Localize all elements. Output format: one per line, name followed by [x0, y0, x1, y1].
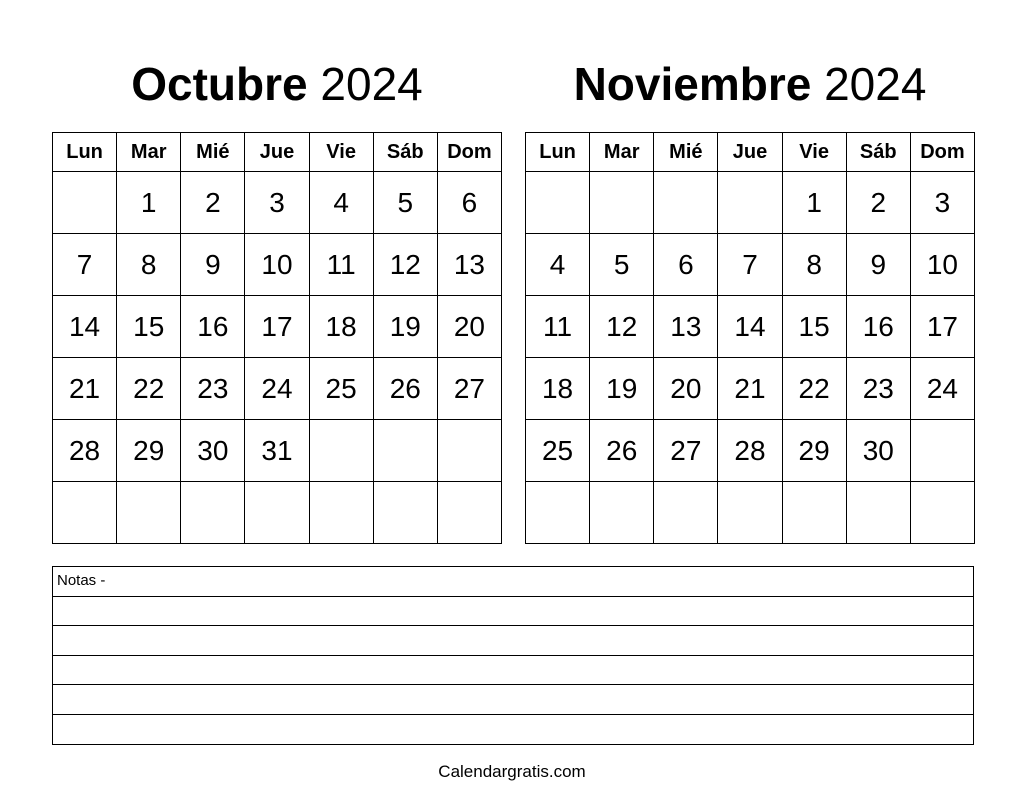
weekday-header: Lun — [53, 133, 117, 172]
day-cell: 1 — [117, 172, 181, 234]
weekday-header: Mié — [654, 133, 718, 172]
week-row — [526, 234, 975, 296]
day-cell: 21 — [53, 358, 117, 420]
weekday-header: Mié — [181, 133, 245, 172]
day-cell: 10 — [910, 234, 974, 296]
week-row — [53, 234, 502, 296]
week-row — [526, 420, 975, 482]
day-cell: 18 — [526, 358, 590, 420]
day-cell: 6 — [654, 234, 718, 296]
day-cell — [910, 482, 974, 544]
week-row — [526, 358, 975, 420]
day-cell: 21 — [718, 358, 782, 420]
day-cell: 31 — [245, 420, 309, 482]
day-cell: 9 — [181, 234, 245, 296]
day-cell: 22 — [117, 358, 181, 420]
day-cell: 15 — [782, 296, 846, 358]
month-title-november — [525, 52, 975, 116]
day-cell: 6 — [437, 172, 501, 234]
day-cell — [373, 420, 437, 482]
day-cell: 27 — [437, 358, 501, 420]
week-row — [53, 172, 502, 234]
day-cell: 7 — [53, 234, 117, 296]
month-title-october — [52, 52, 502, 116]
day-cell: 24 — [910, 358, 974, 420]
day-cell — [526, 172, 590, 234]
weekday-header: Dom — [910, 133, 974, 172]
day-cell: 5 — [373, 172, 437, 234]
weekday-header-row — [526, 133, 975, 172]
weekday-header: Jue — [718, 133, 782, 172]
day-cell: 5 — [590, 234, 654, 296]
day-cell: 16 — [181, 296, 245, 358]
day-cell: 19 — [590, 358, 654, 420]
weekday-header: Sáb — [373, 133, 437, 172]
day-cell: 25 — [526, 420, 590, 482]
day-cell: 10 — [245, 234, 309, 296]
day-cell: 9 — [846, 234, 910, 296]
day-cell: 30 — [181, 420, 245, 482]
day-cell: 20 — [654, 358, 718, 420]
day-cell — [309, 482, 373, 544]
day-cell: 4 — [526, 234, 590, 296]
day-cell — [437, 482, 501, 544]
day-cell — [117, 482, 181, 544]
notes-box — [52, 566, 974, 745]
day-cell: 11 — [526, 296, 590, 358]
month-name: Noviembre — [573, 58, 812, 110]
day-cell — [373, 482, 437, 544]
day-cell: 26 — [590, 420, 654, 482]
day-cell — [654, 172, 718, 234]
day-cell: 25 — [309, 358, 373, 420]
day-cell — [590, 482, 654, 544]
day-cell: 12 — [373, 234, 437, 296]
calendar-grid-november — [525, 132, 975, 544]
day-cell — [53, 172, 117, 234]
weekday-header: Vie — [309, 133, 373, 172]
week-row — [526, 296, 975, 358]
day-cell — [245, 482, 309, 544]
day-cell — [53, 482, 117, 544]
day-cell: 20 — [437, 296, 501, 358]
day-cell — [590, 172, 654, 234]
day-cell: 26 — [373, 358, 437, 420]
day-cell: 11 — [309, 234, 373, 296]
weekday-header: Dom — [437, 133, 501, 172]
weekday-header: Sáb — [846, 133, 910, 172]
day-cell — [437, 420, 501, 482]
day-cell: 14 — [53, 296, 117, 358]
month-year: 2024 — [824, 58, 927, 110]
day-cell: 17 — [910, 296, 974, 358]
day-cell: 23 — [181, 358, 245, 420]
day-cell — [181, 482, 245, 544]
week-row — [53, 296, 502, 358]
day-cell: 30 — [846, 420, 910, 482]
notes-line[interactable] — [53, 567, 973, 597]
day-cell: 24 — [245, 358, 309, 420]
notes-line[interactable] — [53, 685, 973, 715]
day-cell — [309, 420, 373, 482]
weekday-header: Mar — [117, 133, 181, 172]
weekday-header: Jue — [245, 133, 309, 172]
weekday-header: Mar — [590, 133, 654, 172]
week-row — [53, 482, 502, 544]
day-cell — [654, 482, 718, 544]
day-cell — [526, 482, 590, 544]
day-cell: 15 — [117, 296, 181, 358]
day-cell: 3 — [910, 172, 974, 234]
day-cell: 16 — [846, 296, 910, 358]
notes-line[interactable] — [53, 626, 973, 656]
day-cell — [846, 482, 910, 544]
day-cell: 27 — [654, 420, 718, 482]
day-cell: 29 — [117, 420, 181, 482]
day-cell: 13 — [437, 234, 501, 296]
day-cell — [718, 172, 782, 234]
day-cell: 17 — [245, 296, 309, 358]
day-cell: 8 — [117, 234, 181, 296]
day-cell: 22 — [782, 358, 846, 420]
week-row — [53, 420, 502, 482]
day-cell: 28 — [53, 420, 117, 482]
day-cell: 28 — [718, 420, 782, 482]
day-cell: 3 — [245, 172, 309, 234]
notes-line[interactable] — [53, 597, 973, 627]
notes-line[interactable] — [53, 715, 973, 745]
notes-line[interactable] — [53, 656, 973, 686]
day-cell: 2 — [181, 172, 245, 234]
day-cell: 7 — [718, 234, 782, 296]
weekday-header-row — [53, 133, 502, 172]
weekday-header: Vie — [782, 133, 846, 172]
day-cell: 8 — [782, 234, 846, 296]
month-year: 2024 — [320, 58, 423, 110]
day-cell: 2 — [846, 172, 910, 234]
day-cell: 1 — [782, 172, 846, 234]
week-row — [53, 358, 502, 420]
day-cell — [718, 482, 782, 544]
week-row — [526, 172, 975, 234]
day-cell — [782, 482, 846, 544]
week-row — [526, 482, 975, 544]
month-name: Octubre — [131, 58, 308, 110]
calendar-grid-october — [52, 132, 502, 544]
day-cell: 13 — [654, 296, 718, 358]
day-cell: 18 — [309, 296, 373, 358]
day-cell: 4 — [309, 172, 373, 234]
day-cell: 19 — [373, 296, 437, 358]
weekday-header: Lun — [526, 133, 590, 172]
day-cell: 23 — [846, 358, 910, 420]
day-cell: 12 — [590, 296, 654, 358]
notes-label: Notas - — [57, 572, 106, 589]
day-cell: 29 — [782, 420, 846, 482]
footer-site-name: Calendargratis.com — [438, 762, 586, 781]
day-cell: 14 — [718, 296, 782, 358]
day-cell — [910, 420, 974, 482]
